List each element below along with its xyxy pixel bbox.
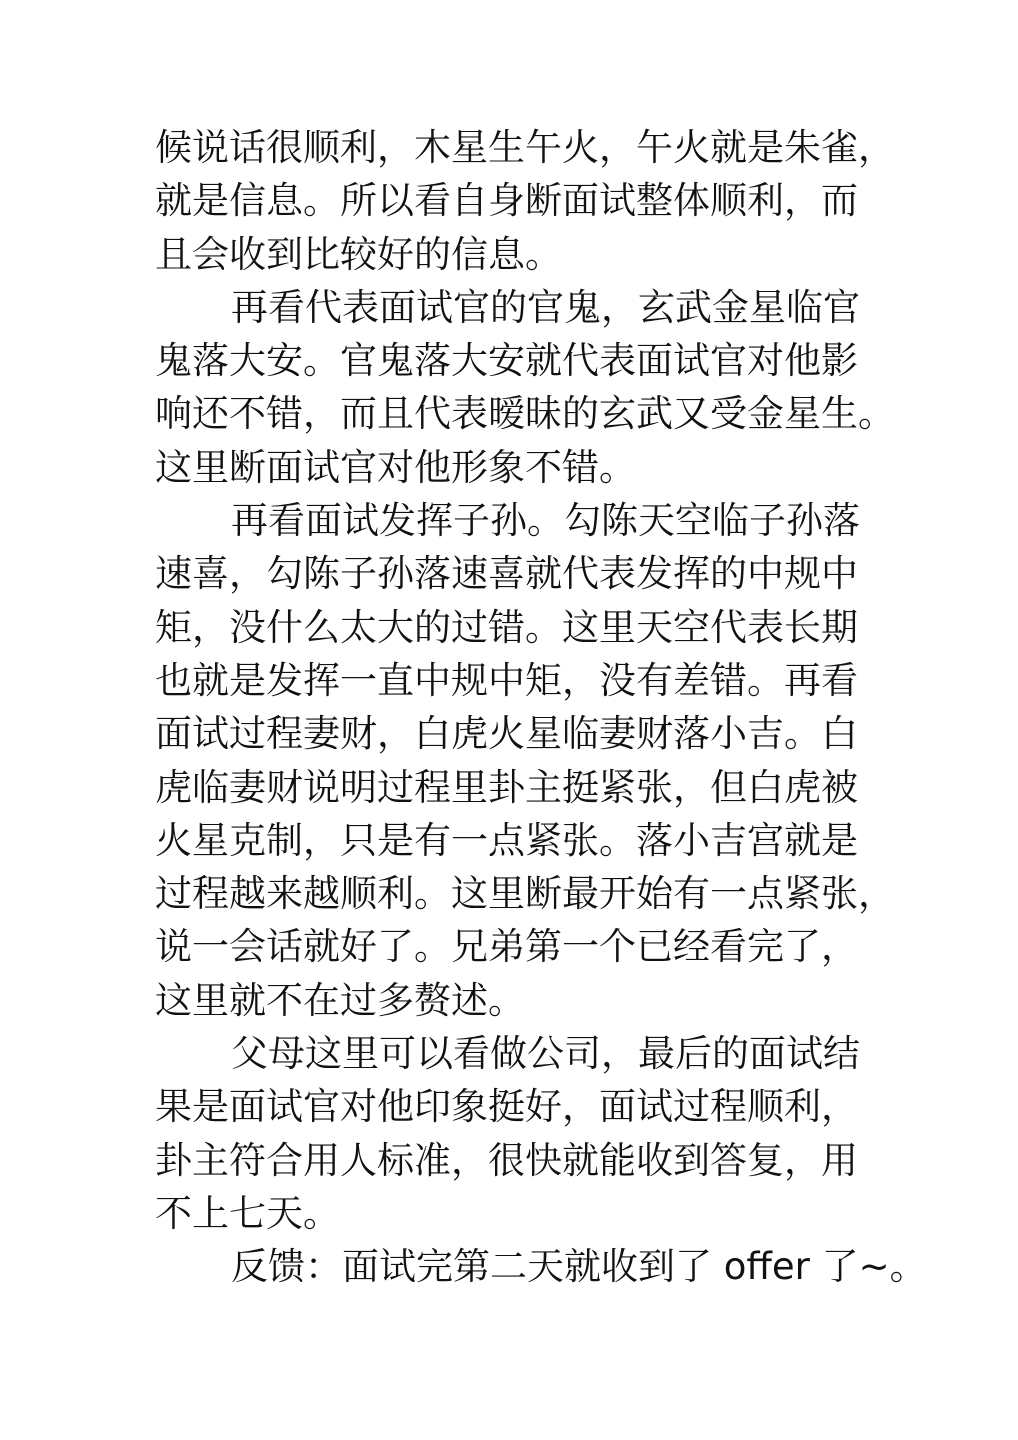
text-line: 再看面试发挥子孙。勾陈天空临子孙落	[231, 499, 860, 543]
text-line: 不上七天。	[155, 1191, 340, 1235]
text-line: 火星克制，只是有一点紧张。落小吉宫就是	[155, 818, 858, 862]
text-line: 父母这里可以看做公司，最后的面试结	[231, 1032, 860, 1076]
text-line: 响还不错，而且代表暧昧的玄武又受金星生。	[155, 392, 895, 436]
text-line: 鬼落大安。官鬼落大安就代表面试官对他影	[155, 339, 858, 383]
text-line: 也就是发挥一直中规中矩，没有差错。再看	[155, 658, 858, 702]
text-line: 再看代表面试官的官鬼，玄武金星临官	[231, 285, 860, 329]
text-line: 这里断面试官对他形象不错。	[155, 445, 636, 489]
text-line: 卦主符合用人标准，很快就能收到答复，用	[155, 1138, 858, 1182]
text-line: 候说话很顺利，木星生午火，午火就是朱雀，	[155, 126, 895, 169]
text-line: 就是信息。所以看自身断面试整体顺利，而	[155, 179, 858, 223]
text-line: 虎临妻财说明过程里卦主挺紧张，但白虎被	[155, 765, 858, 809]
text-line: 说一会话就好了。兄弟第一个已经看完了，	[155, 925, 858, 969]
text-line: 矩，没什么太大的过错。这里天空代表长期	[155, 605, 858, 649]
text-line: 过程越来越顺利。这里断最开始有一点紧张，	[155, 872, 895, 916]
text-line: 且会收到比较好的信息。	[155, 232, 562, 276]
text-line: 速喜，勾陈子孙落速喜就代表发挥的中规中	[155, 552, 858, 596]
text-line: 果是面试官对他印象挺好，面试过程顺利，	[155, 1085, 858, 1129]
text-line: 这里就不在过多赘述。	[155, 978, 525, 1022]
text-line: 反馈：面试完第二天就收到了 offer 了~。	[231, 1245, 927, 1289]
body-text	[155, 121, 927, 1294]
text-line: 面试过程妻财，白虎火星临妻财落小吉。白	[155, 712, 858, 756]
